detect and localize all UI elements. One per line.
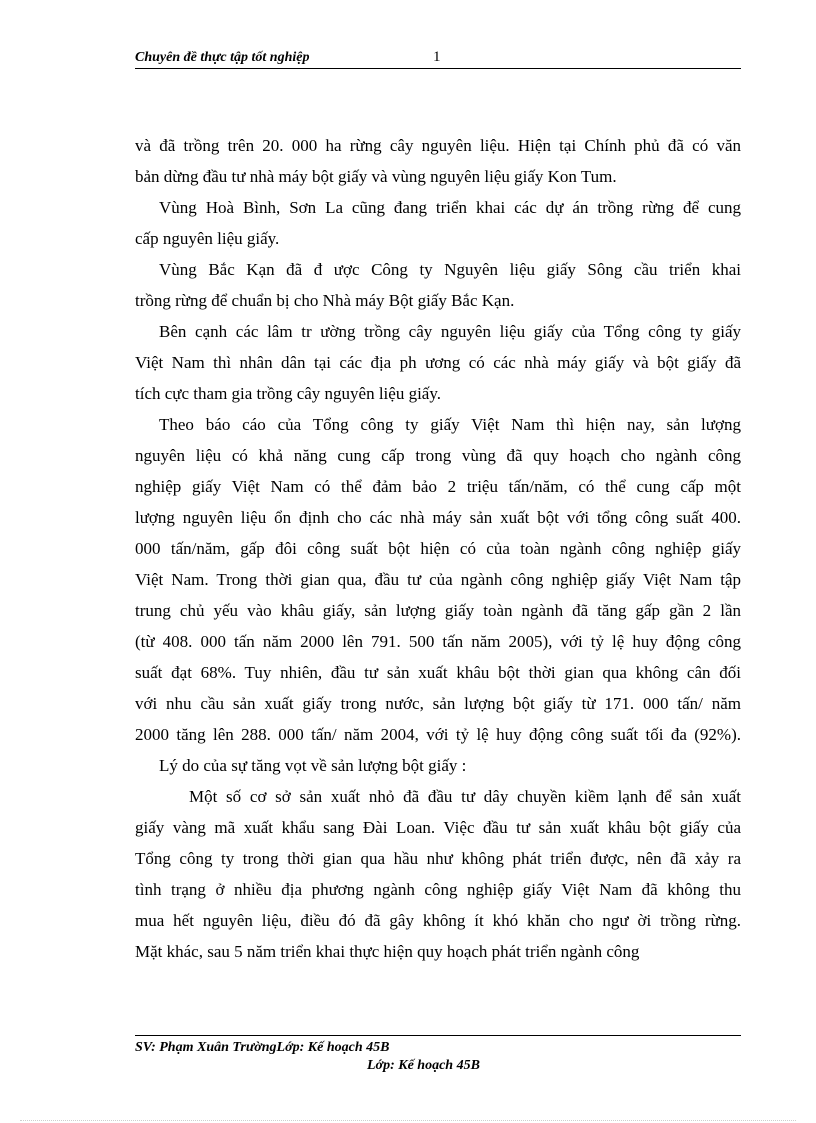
page-number: 1 xyxy=(433,49,441,65)
text-line: tích cực tham gia trồng cây nguyên liệu giấy. xyxy=(135,384,441,403)
text-line: với nhu cầu sản xuất giấy trong nước, sản lượng bột giấy từ 171. 000 tấn/ năm xyxy=(135,694,741,713)
page-edge-divider xyxy=(20,1120,796,1121)
text-line: Vùng Bắc Kạn đã đ ược Công ty Nguyên liệu giấy Sông cầu triển khai xyxy=(159,260,741,279)
text-line: 000 tấn/năm, gấp đôi công suất bột hiện có của toàn ngành công nghiệp giấy xyxy=(135,539,741,558)
text-line: suất đạt 68%. Tuy nhiên, đầu tư sản xuất khâu bột thời gian qua không cân đối xyxy=(135,663,741,682)
text-line: giấy vàng mã xuất khẩu sang Đài Loan. Việc đầu tư sản xuất khâu bột giấy của xyxy=(135,818,741,837)
text-line: Tổng công ty trong thời gian qua hầu như không phát triển được, nên đã xảy ra xyxy=(135,849,741,868)
text-line: cấp nguyên liệu giấy. xyxy=(135,229,280,248)
text-line: Một số cơ sở sản xuất nhỏ đã đầu tư dây chuyền kiềm lạnh để sản xuất xyxy=(189,787,741,806)
text-line: trồng rừng để chuẩn bị cho Nhà máy Bột giấy Bắc Kạn. xyxy=(135,291,515,310)
text-line: (từ 408. 000 tấn năm 2000 lên 791. 500 tấn năm 2005), với tỷ lệ huy động công xyxy=(135,632,741,651)
text-line: Mặt khác, sau 5 năm triển khai thực hiện quy hoạch phát triển ngành công xyxy=(135,942,640,961)
text-line: và đã trồng trên 20. 000 ha rừng cây nguyên liệu. Hiện tại Chính phủ đã có văn xyxy=(135,136,741,155)
footer-rule xyxy=(135,1035,741,1036)
text-line: trung chủ yếu vào khâu giấy, sản lượng giấy toàn ngành đã tăng gấp gần 2 lần xyxy=(135,601,741,620)
text-line: nghiệp giấy Việt Nam có thể đảm bảo 2 triệu tấn/năm, có thể cung cấp một xyxy=(135,477,741,496)
text-line: Việt Nam thì nhân dân tại các địa ph ương có các nhà máy giấy và bột giấy đã xyxy=(135,353,741,372)
body-text xyxy=(135,130,741,967)
text-line: Lý do của sự tăng vọt về sản lượng bột giấy : xyxy=(159,756,467,775)
text-line: bản dừng đầu tư nhà máy bột giấy và vùng nguyên liệu giấy Kon Tum. xyxy=(135,167,617,186)
text-line: lượng nguyên liệu ổn định cho các nhà máy sản xuất bột với tổng công suất 400. xyxy=(135,508,741,527)
text-line: Theo báo cáo của Tổng công ty giấy Việt Nam thì hiện nay, sản lượng xyxy=(159,415,741,434)
text-line: nguyên liệu có khả năng cung cấp trong vùng đã quy hoạch cho ngành công xyxy=(135,446,741,465)
footer-class-info: Lớp: Kế hoạch 45B xyxy=(367,1058,480,1073)
footer-student-info: SV: Phạm Xuân TrườngLớp: Kế hoạch 45B xyxy=(135,1040,390,1055)
text-line: 2000 tăng lên 288. 000 tấn/ năm 2004, với tỷ lệ huy động công suất tối đa (92%). xyxy=(135,725,741,744)
header-title: Chuyên đề thực tập tốt nghiệp xyxy=(135,50,310,65)
text-line: Vùng Hoà Bình, Sơn La cũng đang triển khai các dự án trồng rừng để cung xyxy=(159,198,741,217)
text-line: mua hết nguyên liệu, điều đó đã gây không ít khó khăn cho ngư ời trồng rừng. xyxy=(135,911,741,930)
text-line: tình trạng ở nhiều địa phương ngành công nghiệp giấy Việt Nam đã không thu xyxy=(135,880,741,899)
text-line: Việt Nam. Trong thời gian qua, đầu tư của ngành công nghiệp giấy Việt Nam tập xyxy=(135,570,741,589)
page-header xyxy=(135,48,741,69)
text-line: Bên cạnh các lâm tr ường trồng cây nguyên liệu giấy của Tổng công ty giấy xyxy=(159,322,741,341)
